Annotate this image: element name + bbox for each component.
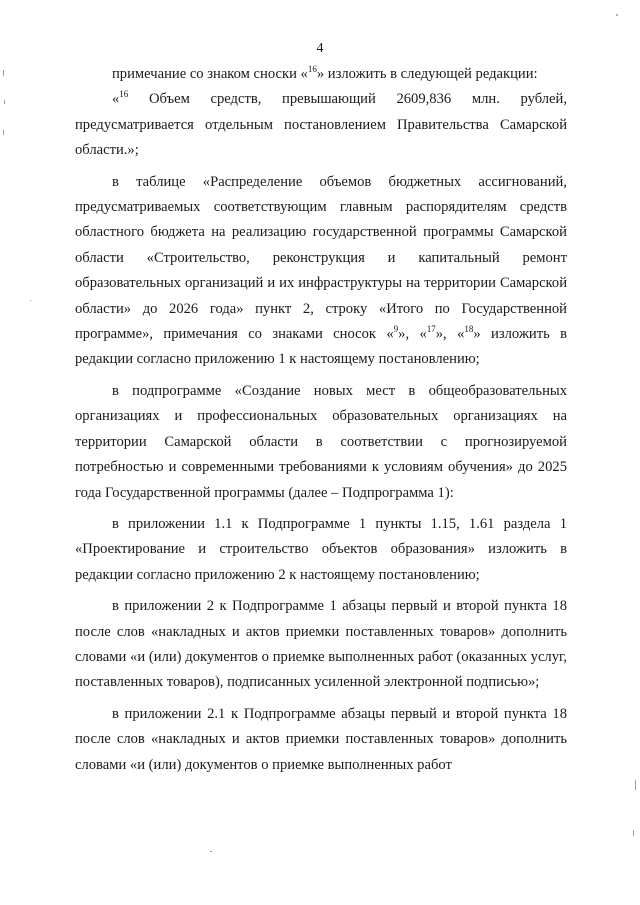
paragraph-text: примечание со знаком сноски « xyxy=(112,66,308,82)
scan-mark xyxy=(616,14,618,16)
scan-mark xyxy=(30,300,31,301)
scan-mark xyxy=(633,830,634,836)
paragraph xyxy=(75,170,567,373)
footnote-marker: 16 xyxy=(119,89,129,100)
paragraph-text: » изложить в следующей редакции: xyxy=(316,66,538,82)
paragraph-text: », « xyxy=(398,326,427,343)
page-number: 4 xyxy=(316,41,324,56)
paragraph xyxy=(75,512,567,588)
scan-mark xyxy=(635,780,636,790)
paragraph-text: в подпрограмме «Создание новых мест в общеобразовательных организациях и профессиональных образовательных организациях на территории Самарской области в соответствии с прогнозируемой потребностью и современными требованиями к условиям обучения» до 2025 года Государственной программы (далее – Подпрограмма 1): xyxy=(75,382,567,501)
paragraph-text: в приложении 2.1 к Подпрограмме абзацы первый и второй пункта 18 после слов «накладных и актов приемки поставленных товаров» дополнить словами «и (или) документов о приемке выполненных работ xyxy=(75,705,567,773)
paragraph-text: в приложении 2 к Подпрограмме 1 абзацы первый и второй пункта 18 после слов «накладных и актов приемки поставленных товаров» дополнить словами «и (или) документов о приемке выполненных работ (оказанных услуг, поставленных товаров), подписанных усиленной электронной подписью»; xyxy=(75,598,567,691)
paragraph-text: в таблице «Распределение объемов бюджетных ассигнований, предусматриваемых соответствующим главным распорядителям средств областного бюджета на реализацию государственной программы Самарской области «Строительство, реконструкция и капитальный ремонт образовательных организаций и их инфраструктуры на территории Самарской области» до 2026 года» пункт 2, строку «Итого по Государственной программе», примечания со знаками сносок « xyxy=(75,173,567,343)
paragraph-text: « xyxy=(112,91,120,108)
paragraph xyxy=(75,594,567,696)
paragraph-text: в приложении 1.1 к Подпрограмме 1 пункты 1.15, 1.61 раздела 1 «Проектирование и строительство объектов образования» изложить в редакции согласно приложению 2 к настоящему постановлению; xyxy=(75,515,567,583)
footnote-marker: 16 xyxy=(307,64,317,75)
scan-mark xyxy=(3,70,4,76)
paragraph xyxy=(75,62,567,87)
footnote-marker: 9 xyxy=(393,324,399,335)
paragraph xyxy=(75,379,567,506)
footnote-marker: 17 xyxy=(426,324,436,335)
footnote-marker: 18 xyxy=(464,324,474,335)
paragraph xyxy=(75,702,567,778)
document-body xyxy=(75,62,567,778)
scan-mark xyxy=(4,100,5,104)
paragraph xyxy=(75,87,567,163)
paragraph-text: Объем средств, превышающий 2609,836 млн. рублей, предусматривается отдельным постановлением Правительства Самарской области.»; xyxy=(75,91,567,159)
paragraph-text: » изложить в редакции согласно приложению 1 к настоящему постановлению; xyxy=(75,326,567,368)
scan-mark xyxy=(3,130,4,135)
paragraph-text: », « xyxy=(435,326,465,343)
scan-mark xyxy=(210,851,212,852)
